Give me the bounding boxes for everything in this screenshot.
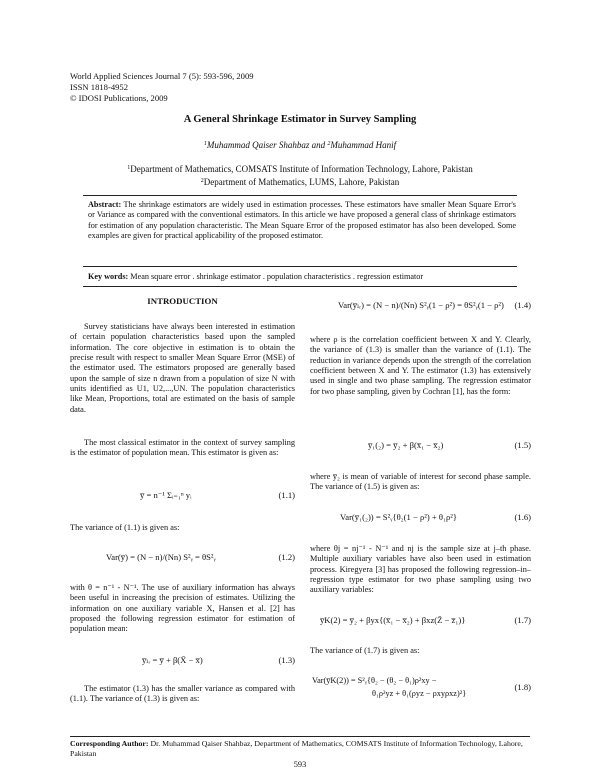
section-heading-introduction: INTRODUCTION: [147, 296, 218, 306]
equation-1-1: [70, 490, 295, 504]
journal-citation: World Applied Sciences Journal 7 (5): 593-596, 2009: [70, 71, 254, 81]
intro-paragraph-3: The variance of (1.1) is given as:: [70, 523, 180, 532]
affiliation-2-mark: 2: [200, 177, 204, 184]
intro-paragraph-5: The estimator (1.3) has the smaller variance as compared with (1.1). The variance of (1.3) is given as:: [70, 684, 295, 704]
right-paragraph-1: where ρ is the correlation coefficient between X and Y. Clearly, the variance of (1.3) is smaller than the variance of (1.1). The reduction in variance depends upon the strength of the correlation coefficient between X and Y. The estimator (1.3) has extensively used in single and two phase sampling. The regression estimator for two phase sampling, given by Cochran [1], has the form:: [310, 335, 531, 396]
affiliation-2-text: Department of Mathematics, LUMS, Lahore, Pakistan: [203, 176, 400, 187]
author-2-mark: 2: [327, 141, 331, 147]
keywords-label: Key words:: [88, 272, 129, 281]
equation-1-8-line-2: θ₁ρ²yz + θ₁(ρyz − ρxyρxz)²}: [372, 689, 467, 698]
author-1: Muhammad Qaiser Shahbaz: [206, 140, 310, 150]
affiliation-2: [0, 176, 600, 189]
equation-1-4-expression: Var(y̅ₗᵣ) = (N − n)/(Nn) S²ᵧ(1 − ρ²) = θS²ᵧ(1 − ρ²): [338, 300, 504, 310]
equation-1-3: [70, 655, 295, 669]
affiliation-1: [0, 163, 600, 176]
equation-1-7-number: (1.7): [514, 615, 531, 625]
equation-1-3-number: (1.3): [278, 655, 295, 665]
footer-rule: [70, 736, 530, 737]
keywords-text: Mean square error . shrinkage estimator . population characteristics . regression estimator: [130, 272, 424, 281]
equation-1-2-number: (1.2): [278, 552, 295, 562]
equation-1-1-number: (1.1): [278, 490, 295, 500]
paper-title: A General Shrinkage Estimator in Survey Sampling: [183, 114, 417, 125]
affiliation-1-text: Department of Mathematics, COMSATS Institute of Information Technology, Lahore, Pakistan: [130, 164, 473, 174]
equation-1-6-expression: Var(y̅₁(₂)) = S²ᵧ{θ₂(1 − ρ²) + θ₁ρ²}: [340, 512, 457, 522]
equation-1-7-expression: y̅K(2) = y̅₂ + βyx{(x̅₁ − x̅₂) + βxz(Z̄ − z̅₁)}: [320, 615, 466, 625]
author-1-mark: 1: [203, 141, 207, 147]
abstract-bottom-rule: [83, 266, 517, 267]
corresponding-author-label: Corresponding Author:: [70, 739, 149, 748]
abstract: [88, 200, 516, 241]
issn: ISSN 1818-4952: [70, 82, 129, 93]
equation-1-4-number: (1.4): [514, 300, 531, 310]
right-paragraph-4: The variance of (1.7) is given as:: [310, 646, 420, 655]
equation-1-6: [310, 512, 531, 526]
journal-header: [70, 71, 254, 105]
intro-paragraph-4: with θ = n⁻¹ - N⁻¹. The use of auxiliary information has always been useful in increasing the precision of estimates. Utilizing the information on one auxiliary variable X, Hansen et al. [2] has proposed the following regression estimator for estimation of population mean:: [70, 583, 295, 634]
author-line: [0, 140, 600, 150]
abstract-top-rule: [83, 195, 517, 196]
equation-1-8: [310, 676, 531, 706]
equation-1-6-number: (1.6): [514, 512, 531, 522]
keywords-rule: [83, 286, 517, 287]
equation-1-2-expression: Var(y̅) = (N − n)/(Nn) S²ᵧ = θS²ᵧ: [106, 552, 216, 562]
affiliations: [0, 163, 600, 188]
equation-1-8-line-1: Var(y̅K(2)) = S²ᵧ{θ₂ − (θ₂ − θ₁)ρ²xy −: [312, 676, 437, 685]
equation-1-1-expression: y̅ = n⁻¹ Σᵢ₌₁ⁿ yᵢ: [140, 490, 192, 500]
copyright: © IDOSI Publications, 2009: [70, 93, 168, 104]
abstract-text: The shrinkage estimators are widely used in estimation processes. These estimators have smaller Mean Square Error's or Variance as compared with the conventional estimators. In this article we have proposed a general class of shrinkage estimators for estimation of any population characteristic. The Mean Square Error of the proposed estimator has also been developed. Some examples are given for practical applicability of the proposed estimator.: [88, 200, 516, 240]
right-paragraph-2: where y̅₂ is mean of variable of interest for second phase sample. The variance of (1.5) is given as:: [310, 472, 531, 492]
equation-1-7: [310, 615, 531, 629]
page-number: 593: [293, 760, 307, 769]
equation-1-5-expression: y̅₁(₂) = y̅₂ + β(x̅₁ − x̅₂): [368, 440, 444, 450]
author-2: Muhammad Hanif: [330, 140, 397, 150]
corresponding-author-text: Dr. Muhammad Qaiser Shahbaz, Department of Mathematics, COMSATS Institute of Information Technology, Lahore, Pakistan: [70, 739, 523, 758]
equation-1-4: [310, 300, 531, 314]
equation-1-3-expression: y̅ₗᵣ = y̅ + β(X̄ − x̅): [142, 655, 203, 665]
equation-1-5-number: (1.5): [514, 440, 531, 450]
affiliation-1-mark: 1: [127, 165, 131, 171]
equation-1-8-number: (1.8): [514, 682, 531, 692]
author-conjunction: and: [309, 140, 328, 150]
equation-1-2: [70, 552, 295, 566]
abstract-label: Abstract:: [88, 200, 122, 209]
keywords: [88, 272, 516, 281]
corresponding-author: [70, 739, 530, 758]
intro-paragraph-1: Survey statisticians have always been interested in estimation of certain population characteristics based upon the sampled information. The core objective in estimation is to obtain the precise result with respect to smaller Mean Square Error (MSE) of the estimator used. The estimators proposed are generally based upon the sample of size n drawn from a population of size N with units identified as U1, U2,...,UN. The population characteristics like Mean, Proportions, total are estimated on the basis of sample data.: [70, 322, 295, 414]
right-paragraph-3: where θj = nj⁻¹ - N⁻¹ and nj is the sample size at j–th phase. Multiple auxiliary variables have also been used in estimation process. Kiregyera [3] has proposed the following regression–in–regression type estimator for two phase sampling using two auxiliary variables:: [310, 544, 531, 595]
intro-paragraph-2: The most classical estimator in the context of survey sampling is the estimator of population mean. This estimator is given as:: [70, 438, 295, 458]
equation-1-5: [310, 440, 531, 454]
